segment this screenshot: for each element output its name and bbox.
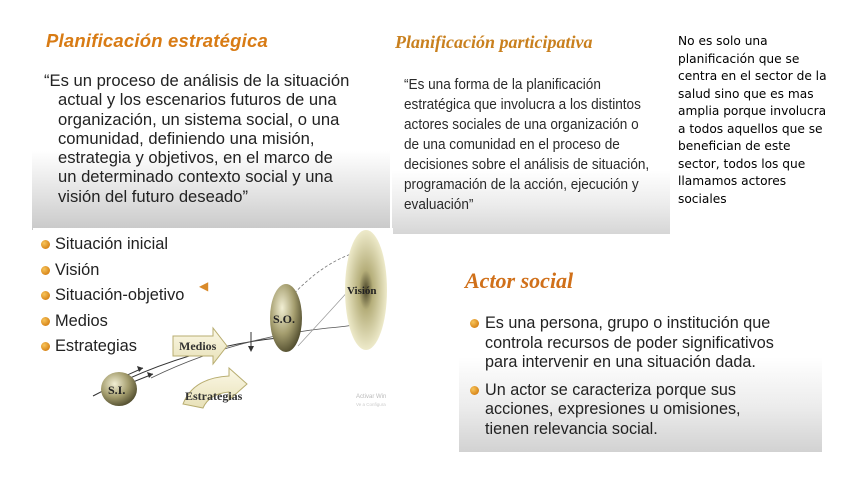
concept-list — [41, 232, 184, 360]
quote-line: organización, un sistema social, o una — [58, 109, 340, 129]
quote-line: visión del futuro deseado” — [58, 186, 249, 206]
quote-line: estratégica que involucra a los distintos — [404, 97, 641, 113]
bullet-icon — [41, 291, 50, 300]
quote-line: “Es un proceso de análisis de la situación — [44, 71, 350, 90]
note-line: salud sino que es mas — [678, 86, 814, 101]
quote-line: programación de la acción, ejecución y — [404, 177, 639, 193]
so-label: S.O. — [273, 312, 296, 326]
slide-planificacion-participativa — [392, 22, 670, 234]
bullet-icon — [41, 317, 50, 326]
slide-title: Planificación participativa — [395, 32, 593, 52]
list-item-label: Medios — [55, 311, 108, 330]
body-line: acciones, expresiones u omisiones, — [485, 400, 741, 419]
estrategias-label: Estrategias — [185, 389, 243, 403]
list-item — [41, 283, 184, 309]
arrowhead — [248, 346, 254, 352]
note-line: centra en el sector de la — [678, 69, 827, 83]
quote-line: decisiones sobre el análisis de situación, — [404, 157, 650, 173]
list-item — [485, 381, 815, 440]
medios-label: Medios — [179, 339, 217, 353]
body-line: Es una persona, grupo o institución que — [485, 314, 771, 332]
quote-line: estrategia y objetivos, en el marco de — [58, 148, 333, 168]
slide-planificacion-estrategica — [32, 22, 390, 230]
arrowhead — [137, 366, 143, 372]
list-item-label: Situación inicial — [55, 235, 168, 254]
slide-actor-social — [459, 262, 822, 452]
body-line: Un actor se caracteriza porque sus — [485, 380, 737, 399]
list-item-label: Estrategias — [55, 337, 137, 356]
note-line: a todos aquellos que se — [678, 121, 823, 136]
note-line: amplia porque involucra — [678, 104, 827, 118]
slide-strategy-diagram — [33, 228, 393, 414]
note-line: planificación que se — [678, 51, 800, 66]
body-line: para intervenir en una situación dada. — [485, 353, 756, 372]
definition-quote — [404, 75, 670, 215]
vision-label: Visión — [347, 285, 377, 297]
quote-line: “Es una forma de la planificación — [404, 77, 601, 93]
list-item-label: Situación-objetivo — [55, 286, 185, 305]
note-line: llamamos actores — [678, 174, 787, 188]
watermark-line: Ve a Configura — [356, 402, 386, 407]
note-line: benefician de este — [678, 139, 791, 153]
quote-line: un determinado contexto social y una — [58, 167, 333, 187]
bullet-icon — [470, 319, 479, 328]
list-item — [41, 258, 184, 284]
slide-title: Planificación estratégica — [46, 30, 268, 51]
side-note — [678, 33, 846, 208]
bullet-icon — [41, 266, 50, 275]
slide-title: Actor social — [465, 268, 574, 293]
note-line: sector, todos los que — [678, 156, 806, 171]
list-item — [485, 314, 815, 373]
note-line: No es solo una — [678, 34, 768, 48]
quote-line: evaluación” — [404, 197, 474, 213]
list-item — [41, 232, 184, 258]
list-item-label: Visión — [55, 260, 100, 279]
bullet-icon — [41, 342, 50, 351]
si-label: S.I. — [108, 383, 126, 397]
quote-line: comunidad, definiendo una misión, — [58, 128, 315, 148]
body-line: controla recursos de poder significativos — [485, 333, 774, 352]
definition-quote — [44, 71, 384, 206]
bullet-icon — [41, 240, 50, 249]
quote-line: actores sociales de una organización o — [404, 117, 639, 133]
quote-line: actual y los escenarios futuros de una — [58, 90, 337, 110]
list-item — [41, 334, 184, 360]
definition-body — [485, 314, 815, 440]
bullet-icon — [470, 386, 479, 395]
speaker-icon[interactable]: ◀ — [199, 279, 209, 293]
quote-line: de una comunidad en el proceso de — [404, 137, 620, 153]
body-line: tienen relevancia social. — [485, 419, 658, 438]
note-line: sociales — [678, 191, 727, 206]
watermark-line: Activar Win — [356, 394, 387, 400]
path-line — [298, 288, 351, 346]
list-item — [41, 309, 184, 335]
